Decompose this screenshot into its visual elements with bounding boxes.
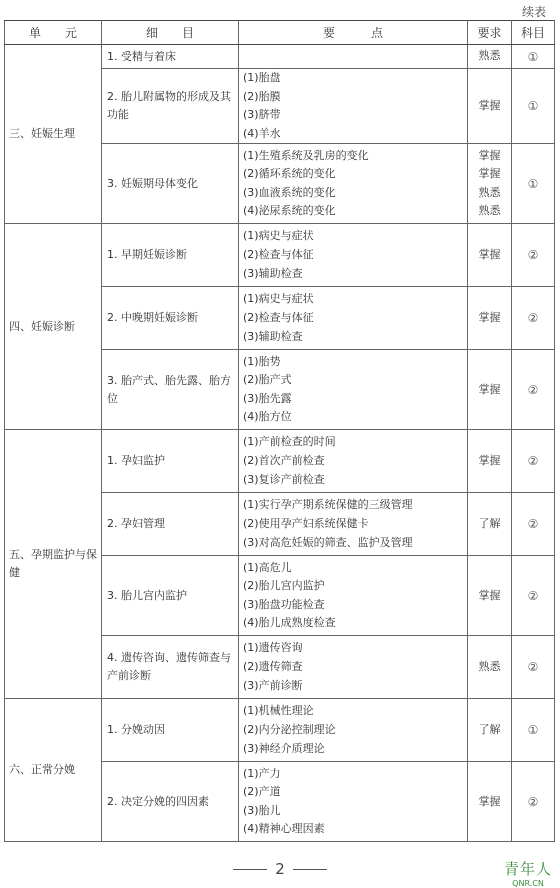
point-line: (1)胎势 — [243, 354, 281, 368]
points-cell — [239, 69, 468, 144]
points-cell — [239, 45, 468, 69]
subject-cell: ① — [512, 69, 555, 144]
unit-cell: 三、妊娠生理 — [5, 45, 102, 224]
subject-cell: ① — [512, 45, 555, 69]
logo-subtext: QNR.CN — [512, 879, 544, 888]
point-line: (1)胎盘 — [243, 71, 281, 84]
subject-cell: ② — [512, 350, 555, 430]
logo-text: 青年人 — [503, 860, 552, 878]
subject-cell: ② — [512, 493, 555, 556]
unit-cell: 四、妊娠诊断 — [5, 224, 102, 430]
point-line: (4)泌尿系统的变化 — [243, 204, 336, 218]
point-line: (3)神经介质理论 — [243, 741, 325, 755]
table-row — [5, 45, 555, 69]
item-cell: 1. 孕妇监护 — [102, 430, 239, 493]
requirement-value: 熟悉 — [478, 660, 501, 674]
item-cell: 2. 中晚期妊娠诊断 — [102, 287, 239, 350]
point-line: (4)精神心理因素 — [243, 822, 325, 836]
requirement-cell — [468, 636, 512, 699]
site-logo — [504, 858, 552, 888]
header-requirement: 要求 — [468, 21, 512, 45]
point-line: (3)胎先露 — [243, 391, 292, 405]
requirement-cell — [468, 45, 512, 69]
point-line: (2)胎产式 — [243, 373, 292, 387]
item-cell: 3. 胎儿宫内监护 — [102, 556, 239, 636]
requirement-value: 掌握 — [478, 248, 501, 262]
point-line: (2)首次产前检查 — [243, 454, 325, 468]
point-line: (2)产道 — [243, 785, 281, 799]
points-cell — [239, 699, 468, 762]
point-line: (4)胎儿成熟度检查 — [243, 616, 336, 630]
subject-cell: ② — [512, 287, 555, 350]
point-line: (2)使用孕产妇系统保健卡 — [243, 517, 369, 531]
point-line: (3)辅助检查 — [243, 329, 303, 343]
item-cell: 3. 妊娠期母体变化 — [102, 144, 239, 224]
subject-cell: ② — [512, 224, 555, 287]
point-line: (4)胎方位 — [243, 410, 292, 424]
dash-right — [293, 869, 327, 870]
point-line: (2)胎膜 — [243, 89, 281, 103]
syllabus-table — [4, 20, 555, 842]
requirement-cell — [468, 762, 512, 842]
point-line: (2)检查与体征 — [243, 248, 314, 262]
requirement-value: 熟悉 — [478, 49, 501, 63]
points-cell — [239, 636, 468, 699]
requirement-cell — [468, 144, 512, 224]
point-line: (1)病史与症状 — [243, 229, 314, 243]
subject-cell: ② — [512, 762, 555, 842]
requirement-cell — [468, 699, 512, 762]
item-cell: 2. 决定分娩的四因素 — [102, 762, 239, 842]
requirement-value: 掌握 — [478, 588, 501, 602]
point-line: (1)实行孕产期系统保健的三级管理 — [243, 498, 413, 512]
points-cell — [239, 287, 468, 350]
requirement-value: 了解 — [478, 517, 501, 531]
point-line: (2)循环系统的变化 — [243, 167, 336, 181]
point-line: (1)病史与症状 — [243, 292, 314, 306]
table-row — [5, 224, 555, 287]
table-row — [5, 430, 555, 493]
header-points: 要 点 — [239, 21, 468, 45]
point-line: (2)胎儿宫内监护 — [243, 579, 325, 593]
requirement-value: 掌握 — [478, 148, 501, 162]
point-line: (1)产前检查的时间 — [243, 435, 336, 449]
requirement-value: 掌握 — [478, 794, 501, 808]
page-number-text: 2 — [275, 860, 285, 878]
item-cell: 1. 早期妊娠诊断 — [102, 224, 239, 287]
requirement-cell — [468, 69, 512, 144]
point-line: (3)复诊产前检查 — [243, 472, 325, 486]
points-cell — [239, 556, 468, 636]
requirement-value: 熟悉 — [478, 204, 501, 218]
requirement-cell — [468, 556, 512, 636]
point-line: (3)胎盘功能检查 — [243, 597, 325, 611]
requirement-value: 掌握 — [478, 311, 501, 325]
requirement-cell — [468, 430, 512, 493]
requirement-value: 掌握 — [478, 98, 501, 112]
subject-cell: ② — [512, 430, 555, 493]
page-number — [0, 860, 560, 878]
points-cell — [239, 430, 468, 493]
point-line: (3)脐带 — [243, 108, 281, 122]
point-line: (3)辅助检查 — [243, 266, 303, 280]
unit-cell: 六、正常分娩 — [5, 699, 102, 842]
subject-cell: ② — [512, 556, 555, 636]
point-line: (1)机械性理论 — [243, 704, 314, 718]
header-row — [5, 21, 555, 45]
header-subject: 科目 — [512, 21, 555, 45]
points-cell — [239, 224, 468, 287]
point-line: (1)产力 — [243, 766, 281, 780]
header-unit: 单 元 — [5, 21, 102, 45]
subject-cell: ② — [512, 636, 555, 699]
requirement-value: 掌握 — [478, 454, 501, 468]
item-cell: 2. 胎儿附属物的形成及其功能 — [102, 69, 239, 144]
points-cell — [239, 350, 468, 430]
requirement-value: 掌握 — [478, 167, 501, 181]
unit-cell: 五、孕期监护与保健 — [5, 430, 102, 699]
requirement-value: 掌握 — [478, 382, 501, 396]
item-cell: 4. 遗传咨询、遗传筛查与产前诊断 — [102, 636, 239, 699]
point-line: (1)生殖系统及乳房的变化 — [243, 148, 369, 162]
item-cell: 2. 孕妇管理 — [102, 493, 239, 556]
point-line: (3)产前诊断 — [243, 678, 303, 692]
requirement-cell — [468, 224, 512, 287]
point-line: (3)血液系统的变化 — [243, 185, 336, 199]
requirement-cell — [468, 350, 512, 430]
requirement-value: 了解 — [478, 723, 501, 737]
point-line: (2)内分泌控制理论 — [243, 723, 336, 737]
point-line: (2)遗传筛查 — [243, 660, 303, 674]
points-cell — [239, 762, 468, 842]
points-cell — [239, 144, 468, 224]
dash-left — [233, 869, 267, 870]
requirement-value: 熟悉 — [478, 185, 501, 199]
continued-label: 续表 — [521, 5, 546, 19]
point-line: (1)高危儿 — [243, 560, 292, 574]
requirement-cell — [468, 493, 512, 556]
subject-cell: ① — [512, 699, 555, 762]
item-cell: 1. 受精与着床 — [102, 45, 239, 69]
requirement-cell — [468, 287, 512, 350]
point-line: (2)检查与体征 — [243, 311, 314, 325]
point-line: (4)羊水 — [243, 126, 281, 140]
point-line: (3)胎儿 — [243, 803, 281, 817]
header-item: 细 目 — [102, 21, 239, 45]
item-cell: 3. 胎产式、胎先露、胎方位 — [102, 350, 239, 430]
table-row — [5, 699, 555, 762]
points-cell — [239, 493, 468, 556]
point-line: (1)遗传咨询 — [243, 641, 303, 655]
subject-cell: ① — [512, 144, 555, 224]
point-line: (3)对高危妊娠的筛查、监护及管理 — [243, 535, 413, 549]
item-cell: 1. 分娩动因 — [102, 699, 239, 762]
